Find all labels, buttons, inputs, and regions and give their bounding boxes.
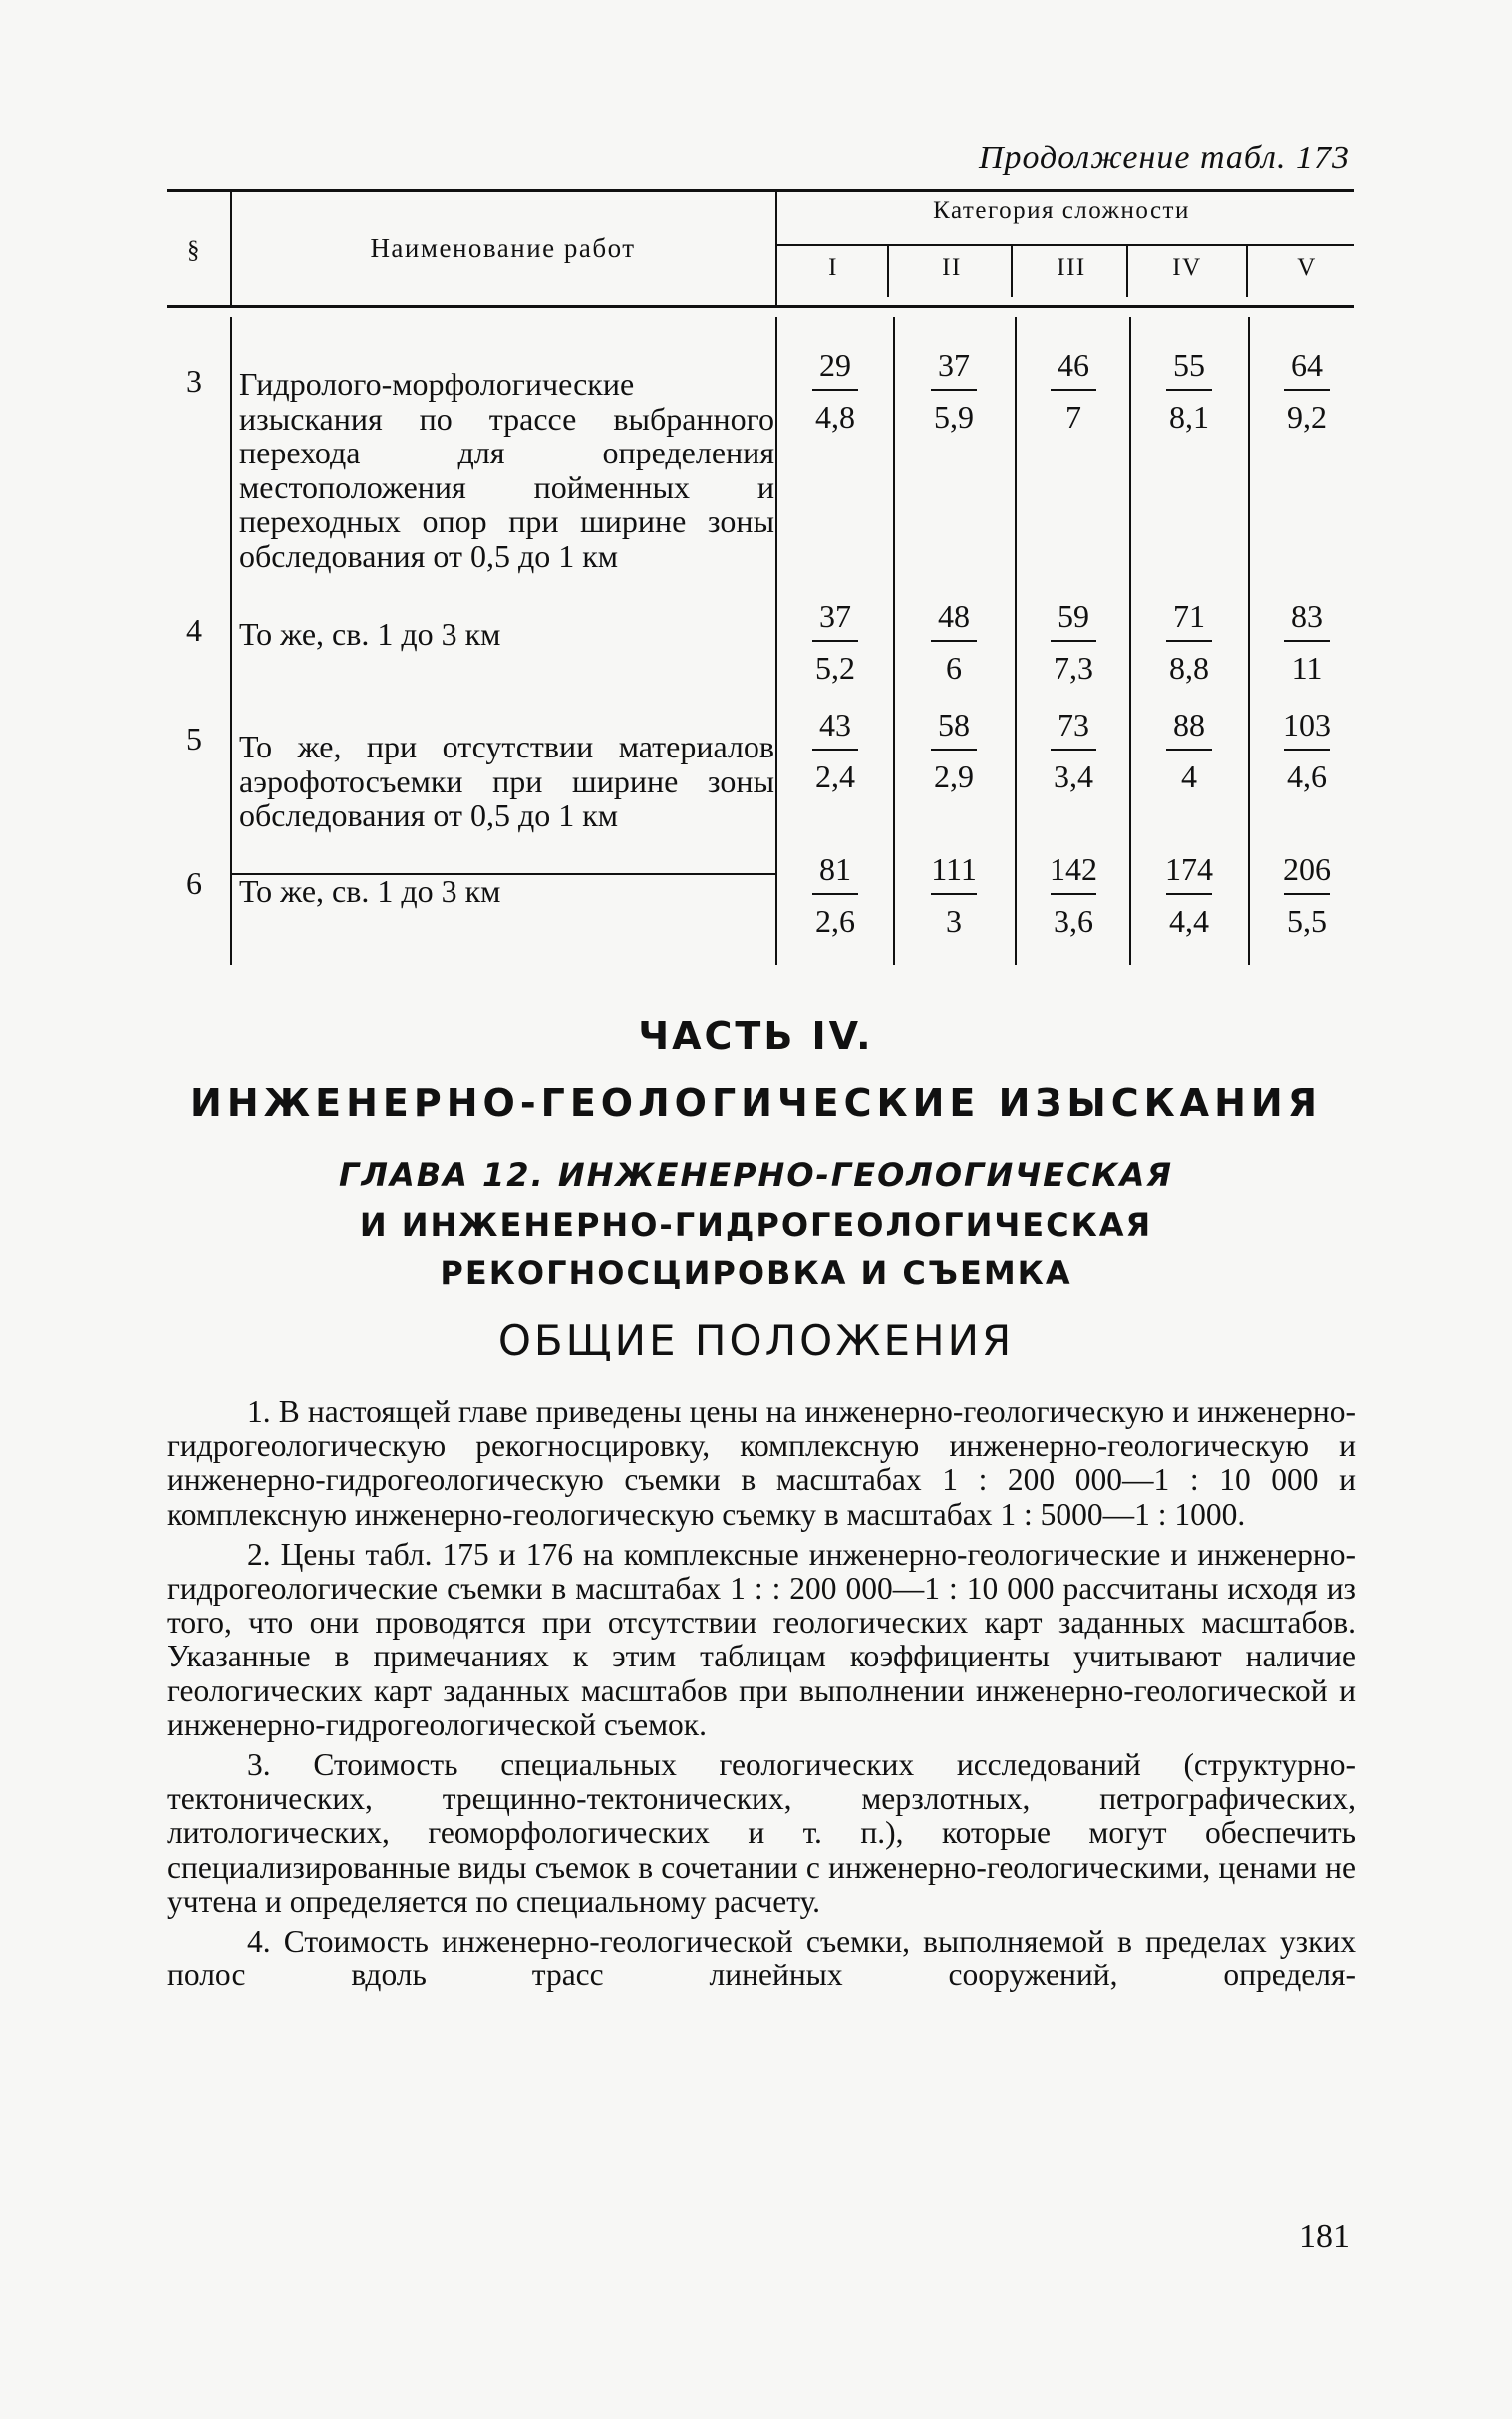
price-numerator: 59: [1058, 598, 1089, 634]
fraction-bar: [1166, 749, 1212, 751]
price-numerator: 64: [1291, 347, 1323, 383]
fraction-bar: [931, 749, 977, 751]
price-numerator: 103: [1283, 707, 1331, 743]
section-heading: ОБЩИЕ ПОЛОЖЕНИЯ: [497, 1316, 1015, 1364]
price-numerator: 37: [938, 347, 970, 383]
price-denominator: 8,1: [1169, 399, 1209, 435]
price-denominator: 4: [1181, 758, 1197, 794]
price-denominator: 6: [946, 650, 962, 686]
paragraph: 4. Стоимость инженерно-геологической съемки, выполняемой в пределах узких полос вдоль трасс линейных сооружений, определя-: [167, 1924, 1356, 1993]
row-work-name: То же, при отсутствии материалов аэрофотосъемки при ширине зоны обследования от 0,5 до 1 км: [239, 729, 774, 833]
column-header-section: §: [187, 237, 201, 264]
fraction-bar: [931, 389, 977, 391]
fraction-bar: [1284, 893, 1330, 895]
table-body-vline: [893, 317, 895, 965]
row-section-number: 6: [186, 865, 202, 901]
price-numerator: 174: [1165, 851, 1213, 887]
price-numerator: 73: [1058, 707, 1089, 743]
row-work-name: Гидролого-морфологические изыскания по трассе выбранного перехода для определения местоположения пойменных и переходных опор при ширине зоны обследования от 0,5 до 1 км: [239, 366, 774, 574]
table-body-vline: [775, 317, 777, 965]
column-header-name: Наименование работ: [370, 233, 636, 263]
category-header: III: [1057, 254, 1086, 281]
price-numerator: 48: [938, 598, 970, 634]
price-cell: [1252, 705, 1361, 796]
fraction-bar: [1051, 749, 1096, 751]
price-cell: [1134, 849, 1244, 941]
price-cell: [1019, 345, 1128, 437]
fraction-bar: [1166, 893, 1212, 895]
fraction-bar: [812, 640, 858, 642]
price-numerator: 88: [1173, 707, 1205, 743]
price-denominator: 3,4: [1054, 758, 1093, 794]
fraction-bar: [931, 640, 977, 642]
price-numerator: 142: [1050, 851, 1097, 887]
price-cell: [780, 705, 890, 796]
price-denominator: 4,6: [1287, 758, 1327, 794]
row-section-number: 5: [186, 721, 202, 756]
fraction-bar: [812, 749, 858, 751]
price-numerator: 58: [938, 707, 970, 743]
price-cell: [899, 596, 1009, 688]
price-cell: [1019, 596, 1128, 688]
price-numerator: 37: [819, 598, 851, 634]
price-numerator: 46: [1058, 347, 1089, 383]
price-cell: [1019, 705, 1128, 796]
price-cell: [1252, 596, 1361, 688]
price-denominator: 2,9: [934, 758, 974, 794]
price-numerator: 29: [819, 347, 851, 383]
price-denominator: 9,2: [1287, 399, 1327, 435]
price-numerator: 83: [1291, 598, 1323, 634]
fraction-bar: [1284, 640, 1330, 642]
price-denominator: 4,8: [815, 399, 855, 435]
part-title: ИНЖЕНЕРНО-ГЕОЛОГИЧЕСКИЕ ИЗЫСКАНИЯ: [190, 1081, 1322, 1125]
paragraph: 3. Стоимость специальных геологических исследований (структурно-тектонических, трещинно-тектонических, мерзлотных, петрографических, литологических, геоморфологических и т. п.), которые могут обеспечить специализированные виды съемок в сочетании с инженерно-геологическими, ценами не учтена и определяется по специальному расчету.: [167, 1747, 1356, 1919]
column-header-category: Категория сложности: [933, 197, 1190, 224]
part-heading: ЧАСТЬ IV.: [638, 1014, 874, 1058]
price-cell: [899, 345, 1009, 437]
price-denominator: 5,2: [815, 650, 855, 686]
table-category-rule: [777, 244, 1354, 246]
row-section-number: 3: [186, 363, 202, 399]
price-denominator: 2,6: [815, 903, 855, 939]
row-section-number: 4: [186, 612, 202, 648]
fraction-bar: [1284, 749, 1330, 751]
fraction-bar: [812, 389, 858, 391]
price-denominator: 7: [1065, 399, 1081, 435]
price-numerator: 71: [1173, 598, 1205, 634]
price-cell: [899, 849, 1009, 941]
price-cell: [1252, 849, 1361, 941]
chapter-heading-line1: ГЛАВА 12. ИНЖЕНЕРНО-ГЕОЛОГИЧЕСКАЯ: [339, 1156, 1173, 1194]
body-text: [167, 1395, 1356, 1992]
fraction-bar: [812, 893, 858, 895]
price-cell: [780, 596, 890, 688]
price-denominator: 3,6: [1054, 903, 1093, 939]
table-body-vline: [1248, 317, 1250, 965]
price-cell: [1134, 345, 1244, 437]
fraction-bar: [1051, 893, 1096, 895]
price-numerator: 55: [1173, 347, 1205, 383]
price-denominator: 2,4: [815, 758, 855, 794]
price-denominator: 7,3: [1054, 650, 1093, 686]
price-numerator: 43: [819, 707, 851, 743]
fraction-bar: [1166, 389, 1212, 391]
price-denominator: 3: [946, 903, 962, 939]
price-cell: [780, 849, 890, 941]
price-cell: [1019, 849, 1128, 941]
fraction-bar: [1051, 640, 1096, 642]
fraction-bar: [1051, 389, 1096, 391]
table-body-vline: [1129, 317, 1131, 965]
page-number: 181: [1299, 2218, 1350, 2255]
price-denominator: 5,5: [1287, 903, 1327, 939]
price-denominator: 4,4: [1169, 903, 1209, 939]
category-header: V: [1297, 254, 1317, 281]
price-cell: [1134, 705, 1244, 796]
price-numerator: 81: [819, 851, 851, 887]
price-denominator: 11: [1291, 650, 1323, 686]
table-header-vline: [1011, 245, 1013, 297]
price-cell: [1252, 345, 1361, 437]
category-header: IV: [1172, 254, 1202, 281]
price-cell: [1134, 596, 1244, 688]
chapter-heading-line2: И ИНЖЕНЕРНО-ГИДРОГЕОЛОГИЧЕСКАЯ: [359, 1206, 1153, 1244]
row-work-name: То же, св. 1 до 3 км: [239, 616, 501, 652]
table-top-rule: [167, 189, 1354, 192]
fraction-bar: [931, 893, 977, 895]
category-header: I: [828, 254, 838, 281]
paragraph: 1. В настоящей главе приведены цены на инженерно-геологическую и инженерно-гидрогеологическую рекогносцировку, комплексную инженерно-геологическую и инженерно-гидрогеологическую съемки в масштабах 1 : 200 000—1 : 10 000 и комплексную инженерно-геологическую съемку в масштабах 1 : 5000—1 : 1000.: [167, 1394, 1356, 1532]
category-header: II: [942, 254, 962, 281]
table-body-vline: [230, 317, 232, 965]
price-numerator: 206: [1283, 851, 1331, 887]
price-cell: [899, 705, 1009, 796]
table-header-vline: [1246, 245, 1248, 297]
table-body-vline: [1015, 317, 1017, 965]
price-denominator: 8,8: [1169, 650, 1209, 686]
price-denominator: 5,9: [934, 399, 974, 435]
paragraph: 2. Цены табл. 175 и 176 на комплексные инженерно-геологические и инженерно-гидрогеологические съемки в масштабах 1 : : 200 000—1 : 10 000 рассчитаны исходя из того, что они проводятся при отсутствии геологических карт заданных масштабов. Указанные в примечаниях к этим таблицам коэффициенты учитывают наличие геологических карт заданных масштабов при выполнении инженерно-геологической и инженерно-гидрогеологической съемок.: [167, 1536, 1356, 1742]
price-cell: [780, 345, 890, 437]
fraction-bar: [1284, 389, 1330, 391]
table-header-vline: [1126, 245, 1128, 297]
table-continuation-label: Продолжение табл. 173: [978, 140, 1350, 176]
chapter-heading-line3: РЕКОГНОСЦИРОВКА И СЪЕМКА: [440, 1254, 1072, 1292]
price-numerator: 111: [931, 851, 977, 887]
fraction-bar: [1166, 640, 1212, 642]
table-header-rule: [167, 305, 1354, 308]
row-work-name: То же, св. 1 до 3 км: [239, 873, 501, 909]
